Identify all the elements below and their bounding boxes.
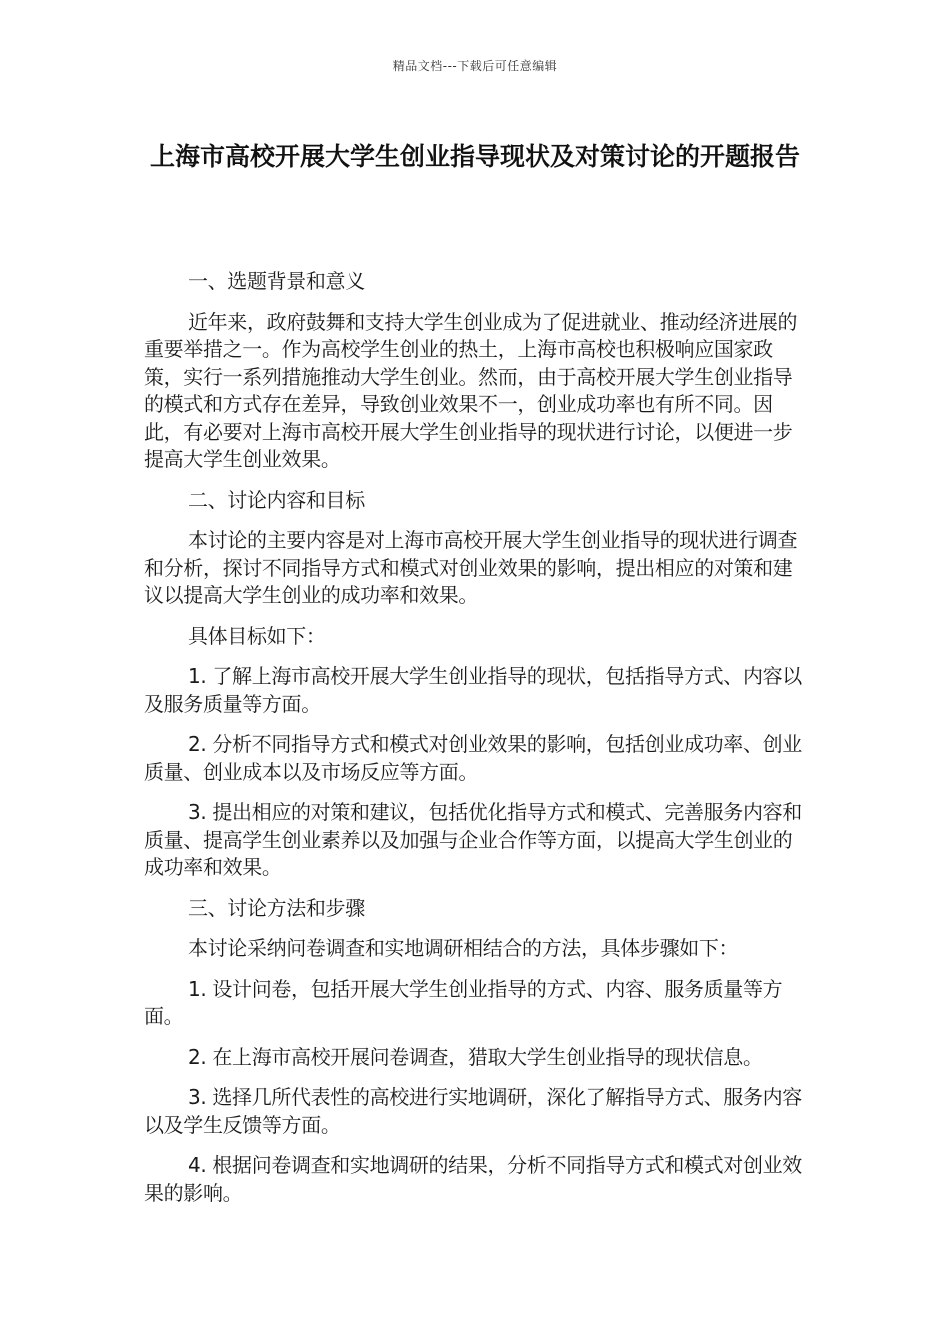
paragraph-background: 近年来，政府鼓舞和支持大学生创业成为了促进就业、推动经济进展的重要举措之一。作为高校学生创业的热土，上海市高校也积极响应国家政策，实行一系列措施推动大学生创业。然而，由于高校开展大学生创业指导的模式和方式存在差异，导致创业效果不一，创业成功率也有所不同。因此，有必要对上海市高校开展大学生创业指导的现状进行讨论，以便进一步提高大学生创业效果。 xyxy=(144,309,798,471)
document-body xyxy=(144,268,804,1220)
list-item-step-2: 2. 在上海市高校开展问卷调查，猎取大学生创业指导的现状信息。 xyxy=(188,1044,763,1069)
list-item-goal-1: 1. 了解上海市高校开展大学生创业指导的现状，包括指导方式、内容以及服务质量等方面。 xyxy=(144,664,802,716)
list-item-step-4: 4. 根据问卷调查和实地调研的结果，分析不同指导方式和模式对创业效果的影响。 xyxy=(144,1153,802,1205)
list-item-step-1: 1. 设计问卷，包括开展大学生创业指导的方式、内容、服务质量等方面。 xyxy=(144,976,783,1028)
list-item-step-3: 3. 选择几所代表性的高校进行实地调研，深化了解指导方式、服务内容以及学生反馈等方面。 xyxy=(144,1085,802,1137)
page-title: 上海市高校开展大学生创业指导现状及对策讨论的开题报告 xyxy=(149,142,800,171)
paragraph-methods: 本讨论采纳问卷调查和实地调研相结合的方法，具体步骤如下： xyxy=(188,936,739,960)
list-item-goal-3: 3. 提出相应的对策和建议，包括优化指导方式和模式、完善服务内容和质量、提高学生创业素养以及加强与企业合作等方面，以提高大学生创业的成功率和效果。 xyxy=(144,800,802,879)
header-note: 精品文档---下载后可任意编辑 xyxy=(392,59,558,73)
paragraph-goals-intro: 具体目标如下： xyxy=(188,623,326,648)
list-item-goal-2: 2. 分析不同指导方式和模式对创业效果的影响，包括创业成功率、创业质量、创业成本以及市场反应等方面。 xyxy=(144,732,802,784)
section-heading-content-goals: 二、讨论内容和目标 xyxy=(188,487,365,512)
section-heading-methods: 三、讨论方法和步骤 xyxy=(188,895,365,920)
paragraph-content: 本讨论的主要内容是对上海市高校开展大学生创业指导的现状进行调查和分析，探讨不同指导方式和模式对创业效果的影响，提出相应的对策和建议以提高大学生创业的成功率和效果。 xyxy=(144,528,798,607)
section-heading-background: 一、选题背景和意义 xyxy=(188,269,365,293)
